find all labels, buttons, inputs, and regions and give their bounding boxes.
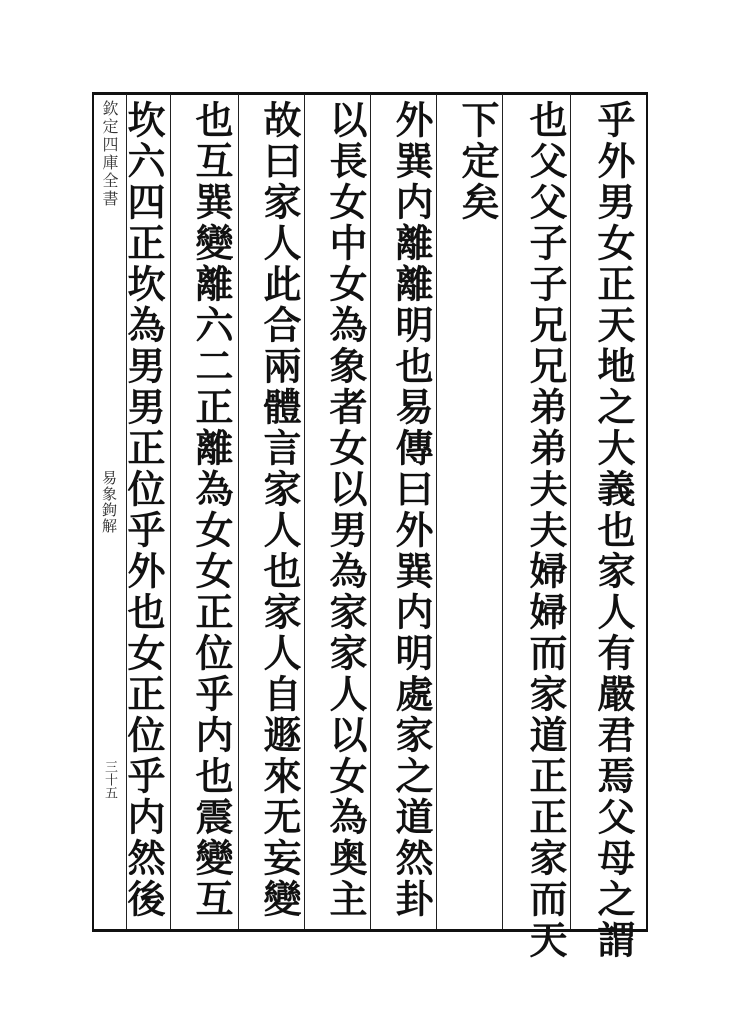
text-column-3: 下定矣 <box>455 100 500 223</box>
text-column-7: 也互巽變離六二正離為女女正位乎内也震變互 <box>189 100 234 920</box>
text-column-5: 以長女中女為象者女以男為家家人以女為奥主 <box>323 100 368 920</box>
text-column-1: 乎外男女正天地之大義也家人有嚴君焉父母之謂 <box>591 100 636 961</box>
margin-book-title: 易象鉤解 <box>100 470 118 534</box>
page-number: 三十五 <box>102 760 117 799</box>
text-column-2: 也父父子子兄兄弟弟夫夫婦婦而家道正正家而天 <box>523 100 568 961</box>
text-column-8: 坎六四正坎為男男正位乎外也女正位乎内然後 <box>121 100 166 920</box>
margin-header-text: 欽定四庫全書 <box>100 100 119 208</box>
text-column-6: 故曰家人此合兩體言家人也家人自遯來无妄變 <box>257 100 302 920</box>
page-frame-right <box>646 92 648 932</box>
text-column-4: 外巽内離離明也易傳曰外巽内明處家之道然卦 <box>389 100 434 920</box>
